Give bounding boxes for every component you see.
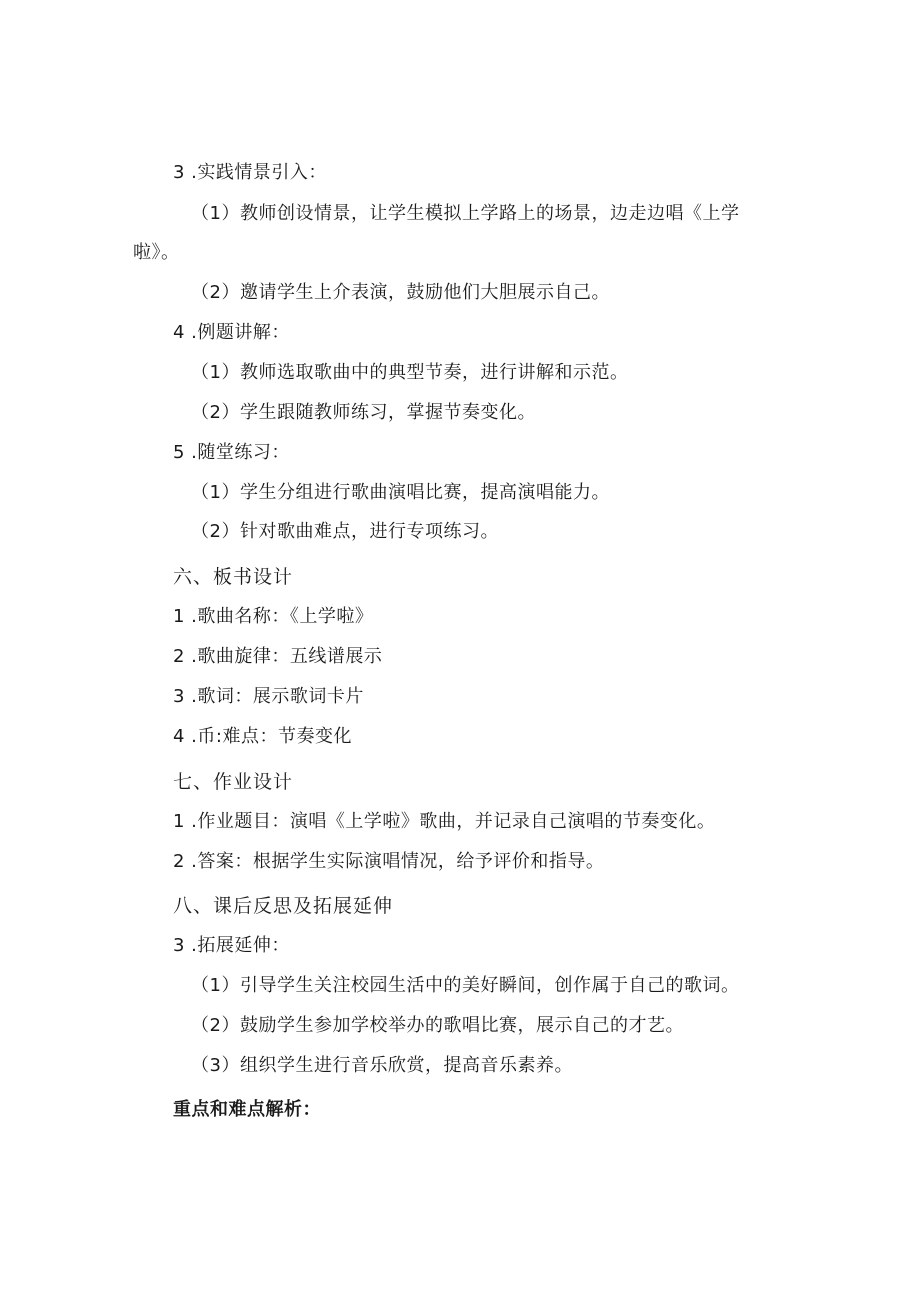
heading-key-difficult-points: 重点和难点解析： [173, 1099, 321, 1120]
exercise-item-1: （1）学生分组进行歌曲演唱比赛，提高演唱能力。 [191, 482, 610, 503]
extension-item-1: （1）引导学生关注校园生活中的美好瞬间，创作属于自己的歌词。 [191, 975, 740, 996]
practice-item-1-continued: 啦》。 [133, 242, 180, 263]
board-item-1: 1 .歌曲名称：《上学啦》 [173, 606, 374, 627]
section-4-examples: 4 .例题讲解： [173, 322, 290, 343]
extension-item-3: （3）组织学生进行音乐欣赏，提高音乐素养。 [191, 1055, 573, 1076]
homework-item-2: 2 .答案：根据学生实际演唱情况，给予评价和指导。 [173, 851, 605, 872]
section-3-practice-intro: 3 .实践情景引入： [173, 162, 327, 183]
heading-reflection-extension: 八、课后反思及拓展延伸 [173, 895, 394, 917]
board-item-3: 3 .歌词：展示歌词卡片 [173, 686, 364, 707]
practice-item-2: （2）邀请学生上介表演，鼓励他们大胆展示自己。 [191, 282, 610, 303]
example-item-2: （2）学生跟随教师练习，掌握节奏变化。 [191, 402, 536, 423]
heading-homework-design: 七、作业设计 [173, 771, 294, 793]
heading-board-design: 六、板书设计 [173, 566, 294, 588]
board-item-4: 4 .币:难点：节奏变化 [173, 726, 352, 747]
section-5-exercise: 5 .随堂练习： [173, 442, 290, 463]
practice-item-1: （1）教师创设情景，让学生模拟上学路上的场景，边走边唱《上学 [191, 203, 740, 224]
example-item-1: （1）教师选取歌曲中的典型节奏，进行讲解和示范。 [191, 362, 629, 383]
extension-item-2: （2）鼓励学生参加学校举办的歌唱比赛，展示自己的才艺。 [191, 1015, 684, 1036]
section-3-extension: 3 .拓展延伸： [173, 935, 290, 956]
exercise-item-2: （2）针对歌曲难点，进行专项练习。 [191, 521, 499, 542]
homework-item-1: 1 .作业题目：演唱《上学啦》歌曲，并记录自己演唱的节奏变化。 [173, 811, 716, 832]
board-item-2: 2 .歌曲旋律：五线谱展示 [173, 646, 383, 667]
